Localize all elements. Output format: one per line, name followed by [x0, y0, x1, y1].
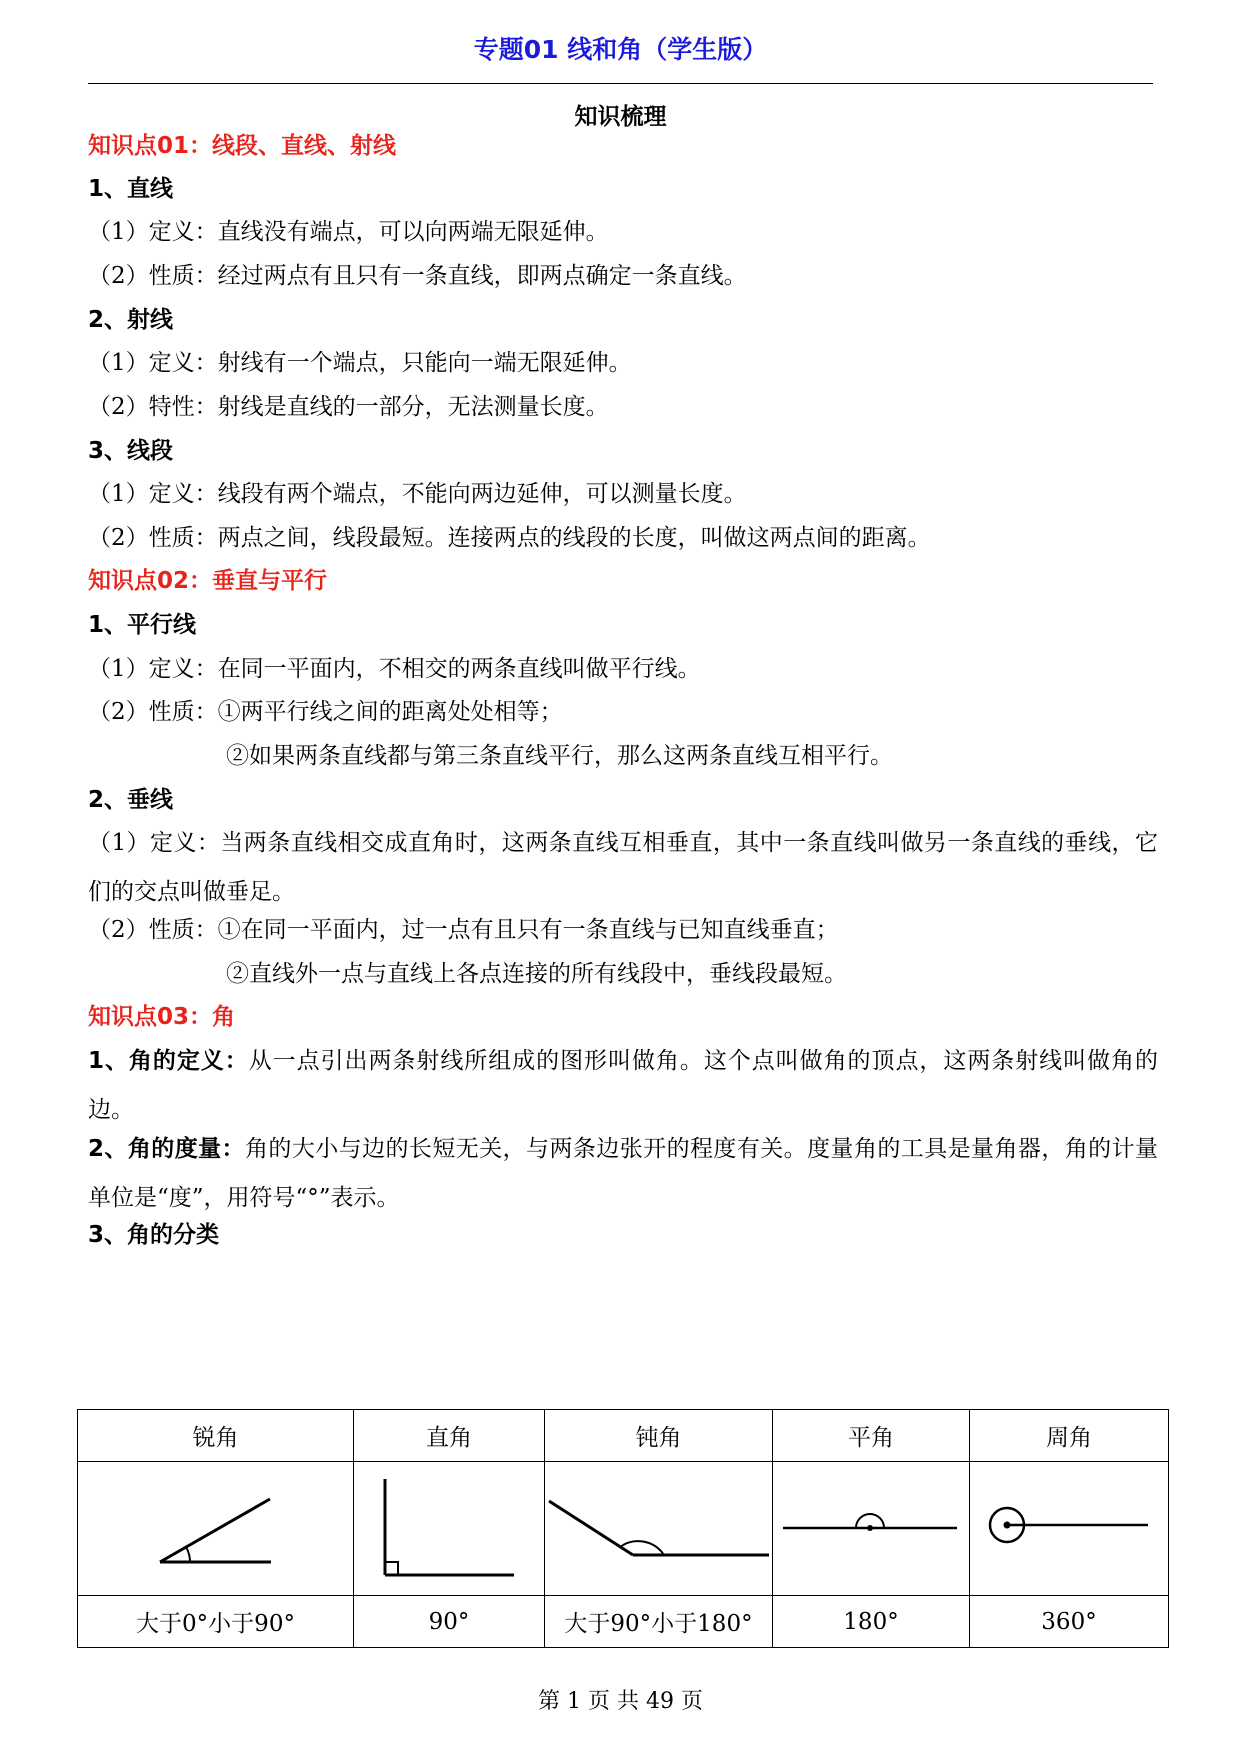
kp2-perp-heading: 2、垂线	[88, 787, 174, 813]
full-angle-diagram	[970, 1462, 1169, 1595]
kp2-perp-definition: （1）定义：当两条直线相交成直角时，这两条直线互相垂直，其中一条直线叫做另一条直线的垂线，它们的交点叫做垂足。	[88, 830, 1158, 905]
kp1-title: 知识点01：线段、直线、射线	[88, 133, 397, 159]
table-header-row	[78, 1410, 1169, 1462]
table-diagram-row	[78, 1462, 1169, 1596]
right-angle-value: 90°	[354, 1596, 545, 1648]
page-header-title: 专题01 线和角（学生版）	[473, 35, 768, 64]
kp1-segment-property: （2）性质：两点之间，线段最短。连接两点的线段的长度，叫做这两点间的距离。	[88, 525, 931, 551]
obtuse-angle-diagram	[545, 1462, 773, 1595]
kp2-parallel-property-1: （2）性质：①两平行线之间的距离处处相等；	[88, 699, 563, 725]
obtuse-angle-range: 大于90°小于180°	[545, 1596, 773, 1648]
right-angle-diagram	[354, 1462, 545, 1595]
table-header-acute: 锐角	[78, 1410, 354, 1462]
kp1-line-property: （2）性质：经过两点有且只有一条直线，即两点确定一条直线。	[88, 263, 747, 289]
table-header-obtuse: 钝角	[545, 1410, 773, 1462]
kp1-segment-definition: （1）定义：线段有两个端点，不能向两边延伸，可以测量长度。	[88, 481, 747, 507]
table-header-full: 周角	[970, 1410, 1169, 1462]
kp3-measure-text: 角的大小与边的长短无关，与两条边张开的程度有关。度量角的工具是量角器，角的计量单位是“度”，用符号“°”表示。	[88, 1136, 1158, 1211]
table-header-straight: 平角	[773, 1410, 970, 1462]
kp3-def-text: 从一点引出两条射线所组成的图形叫做角。这个点叫做角的顶点，这两条射线叫做角的边。	[88, 1048, 1158, 1123]
kp3-angle-measure	[88, 1125, 1158, 1223]
kp3-title: 知识点03：角	[88, 1004, 236, 1030]
straight-angle-value: 180°	[773, 1596, 970, 1648]
kp2-perp-property-2: ②直线外一点与直线上各点连接的所有线段中，垂线段最短。	[226, 961, 847, 987]
kp1-ray-heading: 2、射线	[88, 307, 174, 333]
header-divider	[88, 83, 1153, 84]
kp2-parallel-definition: （1）定义：在同一平面内，不相交的两条直线叫做平行线。	[88, 656, 701, 682]
kp2-parallel-property-2: ②如果两条直线都与第三条直线平行，那么这两条直线互相平行。	[226, 743, 893, 769]
kp2-parallel-heading: 1、平行线	[88, 612, 197, 638]
kp3-classification-heading: 3、角的分类	[88, 1222, 220, 1248]
kp3-def-label: 1、角的定义：	[88, 1048, 249, 1074]
kp2-title: 知识点02：垂直与平行	[88, 568, 328, 594]
kp1-ray-property: （2）特性：射线是直线的一部分，无法测量长度。	[88, 394, 609, 420]
kp2-perp-property-1: （2）性质：①在同一平面内，过一点有且只有一条直线与已知直线垂直；	[88, 917, 839, 943]
angle-classification-table	[77, 1409, 1169, 1648]
table-header-right: 直角	[354, 1410, 545, 1462]
right-angle-cell	[354, 1462, 545, 1596]
kp3-angle-definition	[88, 1037, 1158, 1135]
obtuse-angle-cell	[545, 1462, 773, 1596]
table-value-row	[78, 1596, 1169, 1648]
full-angle-cell	[970, 1462, 1169, 1596]
kp3-measure-label: 2、角的度量：	[88, 1136, 245, 1162]
acute-angle-cell	[78, 1462, 354, 1596]
kp1-ray-definition: （1）定义：射线有一个端点，只能向一端无限延伸。	[88, 350, 632, 376]
kp1-line-definition: （1）定义：直线没有端点，可以向两端无限延伸。	[88, 219, 609, 245]
acute-angle-range: 大于0°小于90°	[78, 1596, 354, 1648]
page-footer: 第 1 页 共 49 页	[538, 1689, 703, 1714]
kp1-line-heading: 1、直线	[88, 176, 174, 202]
acute-angle-diagram	[78, 1462, 354, 1595]
straight-angle-diagram	[773, 1462, 970, 1595]
kp1-segment-heading: 3、线段	[88, 438, 174, 464]
section-title: 知识梳理	[574, 104, 667, 130]
straight-angle-cell	[773, 1462, 970, 1596]
full-angle-value: 360°	[970, 1596, 1169, 1648]
